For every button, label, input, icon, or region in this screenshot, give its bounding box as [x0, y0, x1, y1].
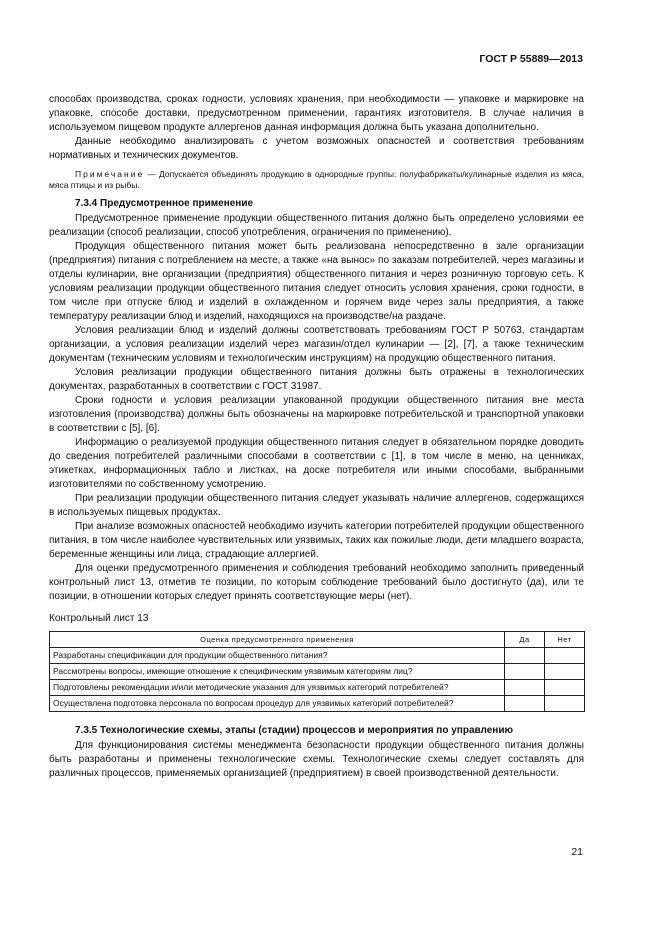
paragraph: При реализации продукции общественного питания следует указывать наличие аллергенов, содержащихся в используемых пищевых продуктах. — [49, 493, 584, 518]
paragraph: Для оценки предусмотренного применения и соблюдения требований необходимо заполнить приведенный контрольный лист 13, отметив те позиции, по которым соблюдение требований было достигнуто (да), или те позиции, в отношении которых следует принять соответствующие меры (нет). — [49, 563, 584, 602]
no-cell[interactable] — [545, 680, 585, 696]
paragraph: Сроки годности и условия реализации упакованной продукции общественного питания вне места изготовления (производства) должны быть обозначены на маркировке потребительской и транспортной упаковки в соответствии с [5], [6]. — [49, 395, 584, 434]
checklist-table — [49, 631, 585, 712]
yes-cell[interactable] — [505, 664, 545, 680]
paragraph: Информацию о реализуемой продукции общественного питания следует в обязательном порядке доводить до сведения потребителей различными способами в соответствии с [1], в том числе в меню, на ценниках, этикетках, информационных табло и листках, на доске потребителя или иными способами, выбранными изготовителями по собственному усмотрению. — [49, 437, 584, 490]
note-label: Примечание — [75, 169, 145, 179]
yes-cell[interactable] — [505, 648, 545, 664]
paragraph: Для функционирования системы менеджмента безопасности продукции общественного питания должны быть разработаны и применены технологические схемы. Технологические схемы следует составлять для различных процессов, применяемых организацией (предприятием) в своей производственной деятельности. — [49, 740, 584, 779]
page-number: 21 — [571, 846, 583, 858]
yes-cell[interactable] — [505, 680, 545, 696]
no-cell[interactable] — [545, 664, 585, 680]
section-heading-7-3-5: 7.3.5 Технологические схемы, этапы (стадии) процессов и мероприятия по управлению — [75, 725, 514, 736]
header-criterion: Оценка предусмотренного применения — [50, 632, 505, 648]
note-text: — Допускается объединять продукцию в однородные группы: полуфабрикаты/кулинарные изделия из мяса, мяса птицы и из рыбы. — [49, 169, 584, 190]
criterion-cell: Подготовлены рекомендации и/или методические указания для уязвимых категорий потребителей? — [50, 680, 505, 696]
criterion-cell: Разработаны спецификации для продукции общественного питания? — [50, 648, 505, 664]
paragraph: При анализе возможных опасностей необходимо изучить категории потребителей продукции общественного питания, в том числе наиболее чувствительных или уязвимых, таких как пожилые люди, дети младшего возраста, беременные женщины или лица, страдающие аллергией. — [49, 521, 584, 560]
document-body — [49, 93, 584, 781]
no-cell[interactable] — [545, 648, 585, 664]
document-id: ГОСТ Р 55889—2013 — [479, 53, 583, 65]
paragraph: Данные необходимо анализировать с учетом возможных опасностей и соответствия требованиям нормативных и технических документов. — [49, 136, 584, 161]
note — [49, 169, 584, 191]
header-yes: Да — [505, 632, 545, 648]
table-header-row — [50, 632, 585, 648]
yes-cell[interactable] — [505, 696, 545, 712]
table-row — [50, 664, 585, 680]
header-no: Нет — [545, 632, 585, 648]
no-cell[interactable] — [545, 696, 585, 712]
section-heading-7-3-4: 7.3.4 Предусмотренное применение — [75, 198, 254, 209]
paragraph: Условия реализации блюд и изделий должны соответствовать требованиям ГОСТ Р 50763, стандартам организации, а условия реализации изделий через магазин/отдел кулинарии — [2], [7], а также техническим документам (техническим условиям и технологическим инструкциям) на продукцию общественного питания. — [49, 325, 584, 364]
paragraph: Продукция общественного питания может быть реализована непосредственно в зале организации (предприятия) питания с потреблением на месте, а также «на вынос» по заказам потребителей, через магазины и отделы кулинарии, вне организации (предприятия) общественного питания и через розничную торговую сеть. К условиям реализации продукции общественного питания следует относить условия хранения, сроки годности, в том числе при отпуске блюд и изделий в охлажденном и горячем виде через залы предприятия, а также температуру реализации блюд и изделий, находящихся на производстве/на раздаче. — [49, 241, 584, 322]
table-row — [50, 648, 585, 664]
paragraph: Условия реализации продукции общественного питания должны быть отражены в технологических документах, разработанных в соответствии с ГОСТ 31987. — [49, 367, 584, 392]
table-row — [50, 680, 585, 696]
table-row — [50, 696, 585, 712]
criterion-cell: Рассмотрены вопросы, имеющие отношение к специфическим уязвимым категориям лиц? — [50, 664, 505, 680]
paragraph: Предусмотренное применение продукции общественного питания должно быть определено условиями ее реализации (способ реализации, способ употребления, ограничения по применению). — [49, 213, 584, 238]
table-caption: Контрольный лист 13 — [49, 613, 149, 624]
criterion-cell: Осуществлена подготовка персонала по вопросам процедур для уязвимых категорий потребителей? — [50, 696, 505, 712]
paragraph: способах производства, сроках годности, условиях хранения, при необходимости — упаковке и маркировке на упаковке, способе доставки, предусмотренном применении, гарантиях изготовителя. В случае наличия в используемом пищевом продукте аллергенов данная информация должна быть указана дополнительно. — [49, 94, 584, 133]
